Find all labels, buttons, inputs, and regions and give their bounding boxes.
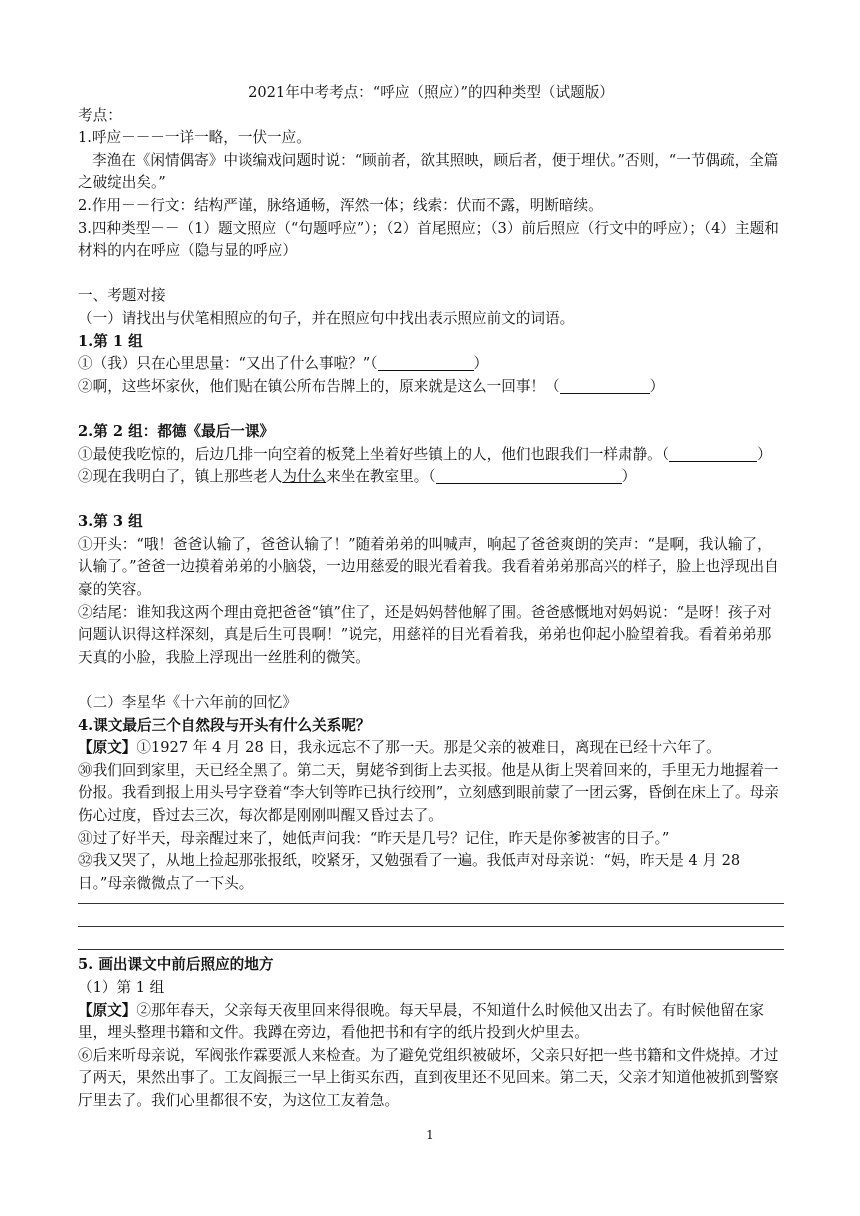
- question-5-paragraph-2: [78, 1000, 784, 1045]
- question-4-title: 4.课文最后三个自然段与开头有什么关系呢？: [78, 716, 371, 734]
- page-title: 2021年中考考点：“呼应（照应）”的四种类型（试题版）: [248, 84, 614, 101]
- paragraph-text: ②那年春天，父亲每天夜里回来得很晚。每天早晨，不知道什么时候他又出去了。有时候他留在家里，埋头整理书籍和文件。我蹲在旁边，看他把书和有字的纸片投到火炉里去。: [78, 1001, 764, 1042]
- answer-line[interactable]: [78, 903, 784, 904]
- answer-line[interactable]: [78, 949, 784, 950]
- source-label: 【原文】: [78, 739, 137, 757]
- answer-blank[interactable]: [669, 445, 757, 462]
- question-5-title: 5. 画出课文中前后照应的地方: [78, 956, 274, 974]
- group-3-title: 3.第 3 组: [78, 513, 143, 531]
- question-5-group-title: （1）第 1 组: [78, 978, 165, 996]
- group-3-opening: ①开头：“哦！爸爸认输了，爸爸认输了！”随着弟弟的叫喊声，响起了爸爸爽朗的笑声：“是啊，我认输了，认输了。”爸爸一边摸着弟弟的小脑袋，一边用慈爱的眼光看着我。我看着弟弟那高兴的样子，脸上也浮现出自豪的笑容。: [78, 535, 779, 599]
- question-5-paragraph-6: ⑥后来听母亲说，军阀张作霖要派人来检查。为了避免党组织被破坏，父亲只好把一些书籍和文件烧掉。才过了两天，果然出事了。工友阎振三一早上街买东西，直到夜里还不见回来。第二天，父亲才知道他被抓到警察厅里去了。我们心里都很不安，为这位工友着急。: [78, 1046, 779, 1109]
- sentence-text: 来坐在教室里。（: [326, 468, 436, 486]
- answer-blank[interactable]: [436, 467, 622, 484]
- spacer: [78, 398, 784, 421]
- underlined-word: 为什么: [282, 468, 327, 486]
- page-number: 1: [426, 1128, 434, 1142]
- group-2-sentence-1: [78, 444, 784, 467]
- sentence-text: ①最使我吃惊的，后边几排一向空着的板凳上坐着好些镇上的人，他们也跟我们一样肃静。（: [78, 445, 670, 463]
- spacer: [78, 263, 784, 286]
- section-heading: 一、考题对接: [78, 287, 166, 305]
- group-2-title: 2.第 2 组：都德《最后一课》: [78, 422, 275, 440]
- group-3-ending: ②结尾：谁知我这两个理由竟把爸爸“镇”住了，还是妈妈替他解了围。爸爸感慨地对妈妈说：“是呀！孩子对问题认识得这样深刻，真是后生可畏啊！”说完，用慈祥的目光看着我，弟弟也仰起小脸望着我。看着弟弟那天真的小脸，我脸上浮现出一丝胜利的微笑。: [78, 603, 772, 666]
- question-4-paragraph-1: [78, 737, 784, 760]
- sentence-end: ）: [649, 377, 665, 395]
- subsection-2-heading: （二）李星华《十六年前的回忆》: [78, 694, 297, 712]
- kaodian-item-1: 1.呼应－－－一详一略，一伏一应。: [78, 129, 311, 147]
- sentence-end: ）: [473, 355, 489, 373]
- subsection-1-heading: （一）请找出与伏笔相照应的句子，并在照应句中找出表示照应前文的词语。: [78, 309, 575, 327]
- answer-blank[interactable]: [560, 377, 650, 394]
- answer-line[interactable]: [78, 926, 784, 927]
- group-1-sentence-2: [78, 376, 784, 399]
- kaodian-item-2: 2.作用－－行文：结构严谨，脉络通畅，浑然一体；线索：伏而不露，明断暗续。: [78, 196, 603, 214]
- sentence-end: ）: [757, 445, 772, 463]
- sentence-text: ②啊，这些坏家伙，他们贴在镇公所布告牌上的，原来就是这么一回事！（: [78, 377, 560, 395]
- sentence-text: ①（我）只在心里思量：“又出了什么事啦？”（: [78, 355, 378, 373]
- kaodian-quote: 李渔在《闲情偶寄》中谈编戏问题时说：“顾前者，欲其照映，顾后者，便于埋伏。”否则，“一节偶疏，全篇之破绽出矣。”: [78, 151, 779, 192]
- answer-blank[interactable]: [378, 354, 474, 371]
- group-1-title: 1.第 1 组: [78, 332, 143, 350]
- question-4-paragraph-31: ㉛过了好半天，母亲醒过来了，她低声问我：“昨天是几号？记住，昨天是你爹被害的日子。”: [78, 829, 670, 847]
- paragraph-text: ①1927 年 4 月 28 日，我永远忘不了那一天。那是父亲的被难日，离现在已经十六年了。: [136, 739, 721, 757]
- spacer: [78, 489, 784, 512]
- kaodian-item-3: 3.四种类型－－（1）题文照应（“句题呼应”）；（2）首尾照应；（3）前后照应（行文中的呼应）；（4）主题和材料的内在呼应（隐与显的呼应）: [78, 219, 779, 260]
- document-body: [78, 82, 784, 1113]
- question-4-paragraph-30: ㉚我们回到家里，天已经全黑了。第二天，舅姥爷到街上去买报。他是从街上哭着回来的，手里无力地握着一份报。我看到报上用头号字登着“李大钊等昨已执行绞刑”，立刻感到眼前蒙了一团云雾，昏倒在床上了。母亲伤心过度，昏过去三次，每次都是刚刚叫醒又昏过去了。: [78, 761, 779, 824]
- source-label: 【原文】: [78, 1001, 137, 1019]
- group-1-sentence-1: [78, 353, 784, 376]
- group-2-sentence-2: [78, 466, 784, 489]
- spacer: [78, 669, 784, 692]
- kaodian-heading: 考点：: [78, 106, 122, 124]
- sentence-end: ）: [621, 468, 637, 486]
- sentence-text: ②现在我明白了，镇上那些老人: [78, 468, 283, 486]
- question-4-paragraph-32: ㉜我又哭了，从地上捡起那张报纸，咬紧牙，又勉强看了一遍。我低声对母亲说：“妈，昨天是 4 月 28 日。”母亲微微点了一下头。: [78, 852, 741, 892]
